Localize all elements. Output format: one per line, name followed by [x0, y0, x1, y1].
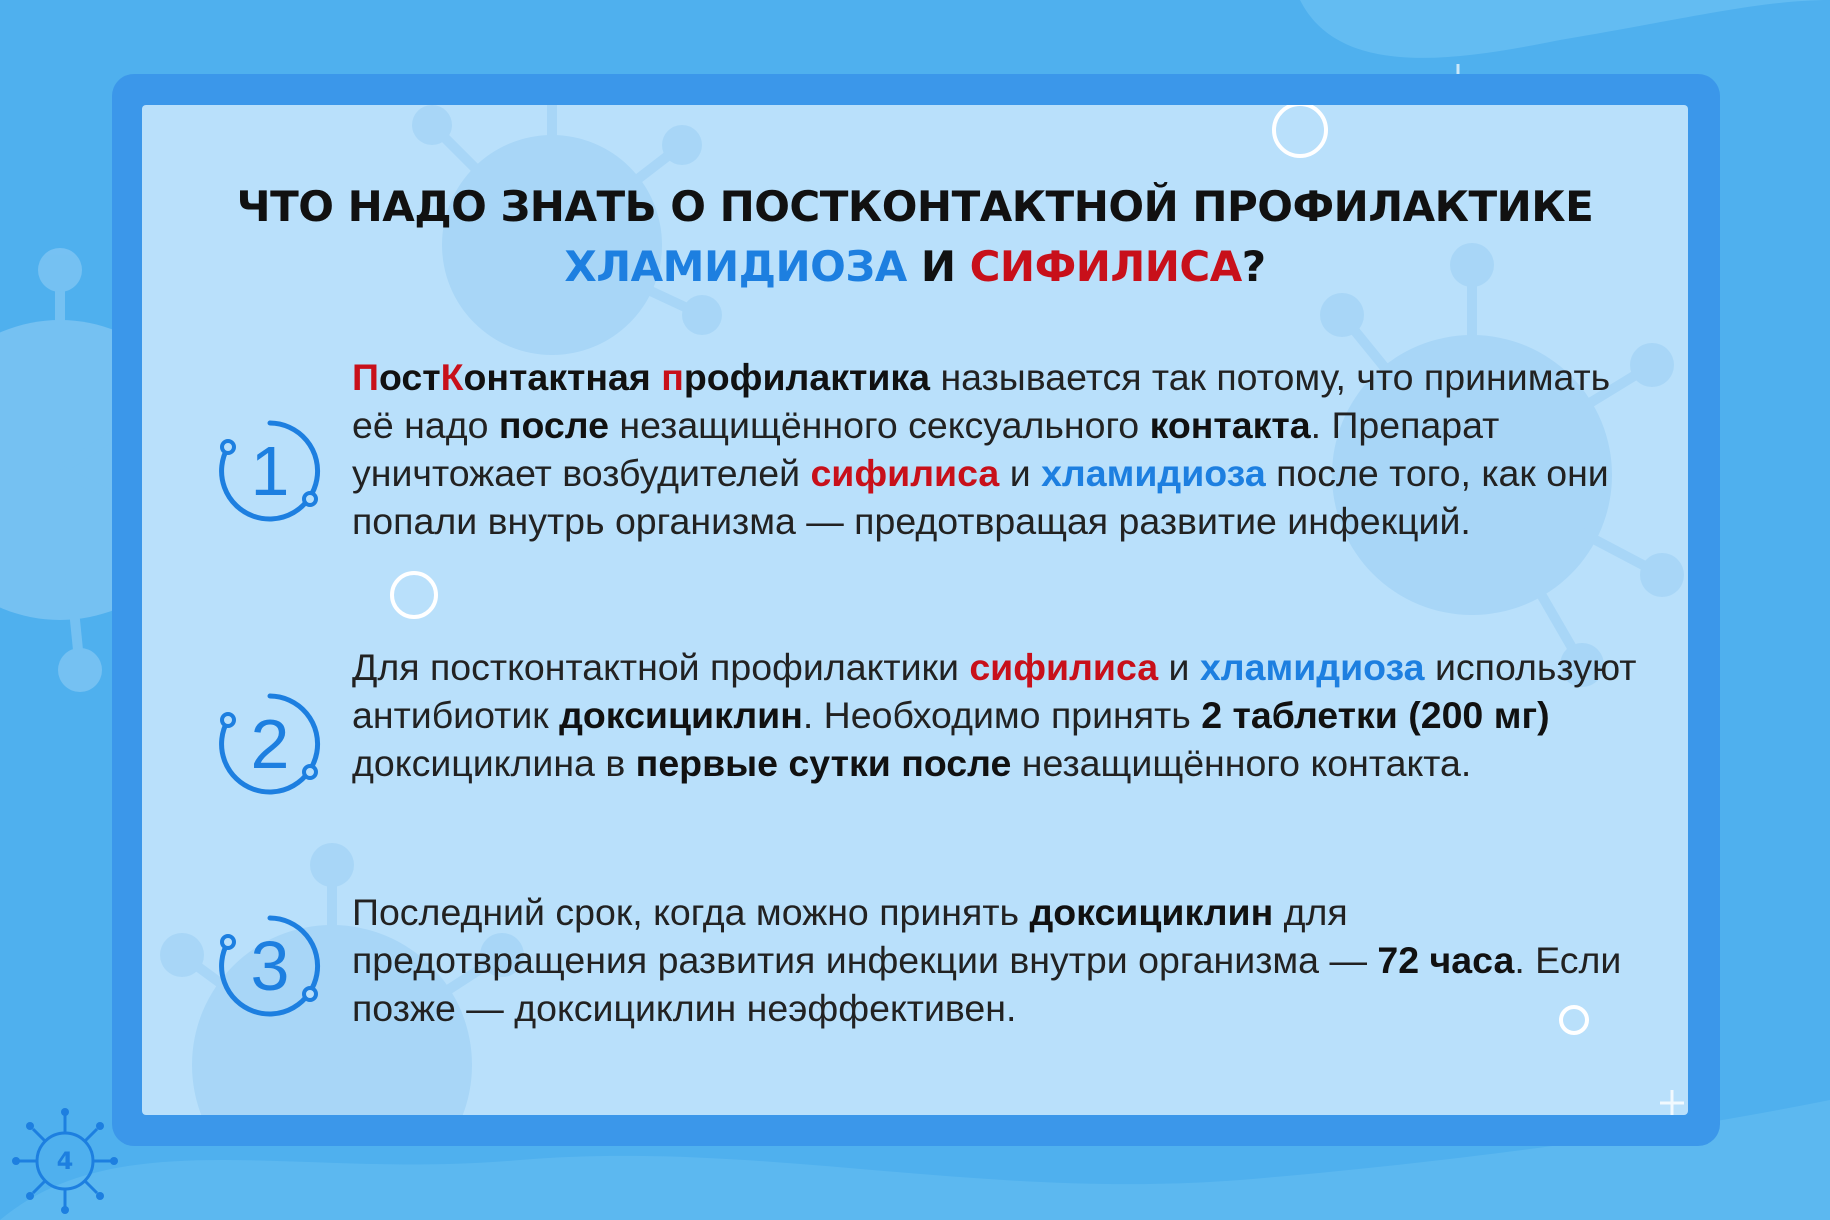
- page-number: 4: [56, 1147, 74, 1175]
- text-run: сифилиса: [969, 646, 1159, 688]
- number-1-badge: [214, 415, 326, 527]
- text-run: К: [440, 356, 464, 398]
- number-2: 2: [250, 705, 290, 783]
- text-run: . Необходимо принять: [802, 694, 1202, 736]
- title-syphilis: СИФИЛИСА: [969, 242, 1242, 291]
- text-run: 72 часа: [1377, 939, 1515, 981]
- text-run: . Если позже — доксициклин неэффективен.: [352, 939, 1622, 1029]
- text-run: называется так потому, что принимать её надо: [352, 356, 1611, 446]
- title-line-1: ЧТО НАДО ЗНАТЬ О ПОСТКОНТАКТНОЙ ПРОФИЛАКТИКЕ: [236, 182, 1594, 231]
- text-run: онтактная: [463, 356, 662, 398]
- text-run: после того, как они попали внутрь организма — предотвращая развитие инфекций.: [352, 452, 1609, 542]
- plus-sparkle-icon: [1660, 1090, 1684, 1115]
- text-run: для предотвращения развития инфекции внутри организма —: [352, 891, 1378, 981]
- text-run: первые сутки после: [635, 742, 1012, 784]
- text-run: доксициклин: [559, 694, 803, 736]
- text-run: и: [999, 452, 1042, 494]
- text-run: контакта: [1149, 404, 1311, 446]
- text-run: используют антибиотик: [352, 646, 1637, 736]
- text-run: и: [1158, 646, 1200, 688]
- text-run: . Препарат уничтожает возбудителей: [352, 404, 1500, 494]
- number-3-badge: [214, 910, 326, 1022]
- text-run: сифилиса: [810, 452, 1000, 494]
- page-number-badge: [22, 1118, 108, 1204]
- title-question-mark: ?: [1241, 242, 1266, 291]
- page-title: [142, 177, 1688, 297]
- text-run: доксициклина в: [352, 742, 636, 784]
- item-3-text: [352, 888, 1642, 1032]
- text-run: незащищённого контакта.: [1011, 742, 1472, 784]
- text-run: хламидиоза: [1199, 646, 1425, 688]
- text-run: Последний срок, когда можно принять: [352, 891, 1030, 933]
- text-run: после: [498, 404, 609, 446]
- item-2-text: [352, 643, 1642, 787]
- text-run: доксициклин: [1029, 891, 1274, 933]
- text-run: ост: [378, 356, 441, 398]
- text-run: П: [352, 356, 379, 398]
- number-2-badge: [214, 688, 326, 800]
- text-run: рофилактика: [683, 356, 931, 398]
- item-1-text: [352, 353, 1642, 545]
- text-run: Для постконтактной профилактики: [352, 646, 970, 688]
- title-and: И: [906, 242, 970, 291]
- info-card: [142, 105, 1688, 1115]
- number-3: 3: [250, 927, 290, 1005]
- text-run: хламидиоза: [1041, 452, 1266, 494]
- text-run: 2 таблетки (200 мг): [1201, 694, 1550, 736]
- text-run: незащищённого сексуального: [608, 404, 1150, 446]
- title-line-2: [142, 237, 1688, 297]
- text-run: п: [661, 356, 684, 398]
- number-1: 1: [250, 432, 290, 510]
- title-chlamydia: ХЛАМИДИОЗА: [564, 242, 907, 291]
